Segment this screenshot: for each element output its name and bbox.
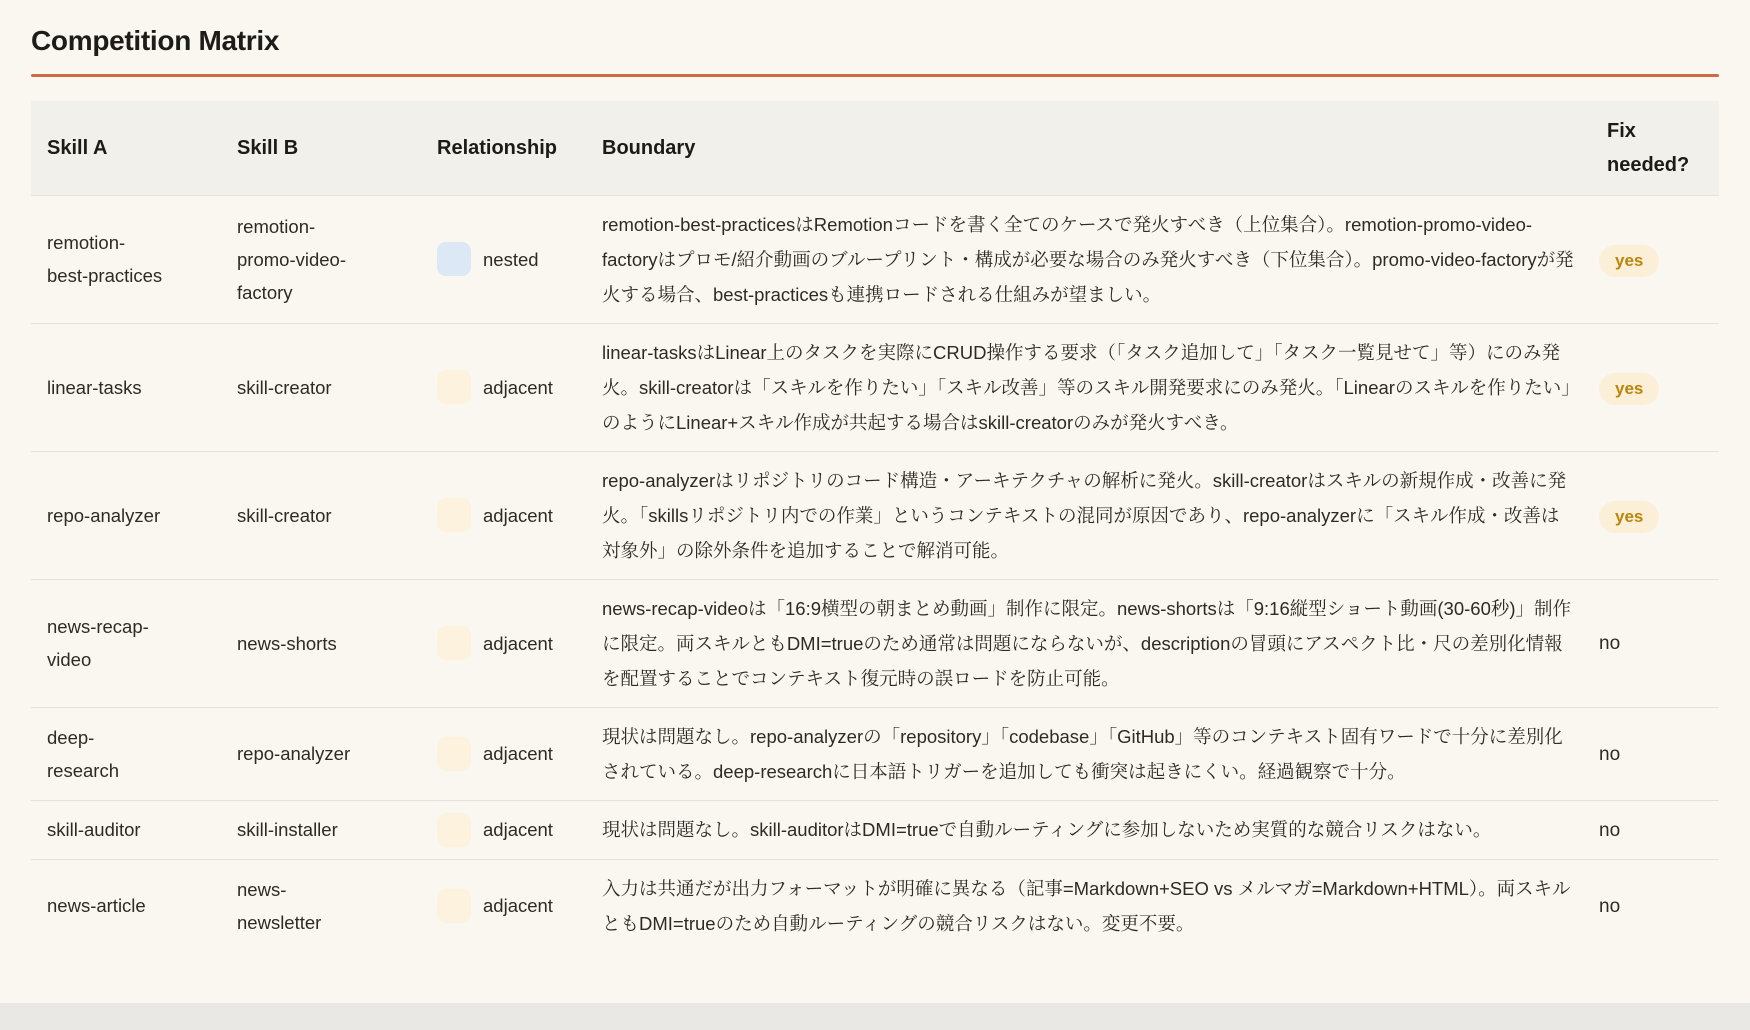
relationship-chip (437, 626, 471, 660)
relationship-cell (421, 859, 586, 952)
boundary-text: linear-tasksはLinear上のタスクを実際にCRUD操作する要求（「タスク追加して」「タスク一覧見せて」等）にのみ発火。skill-creatorは「スキルを作りたい」「スキル改善」等のスキル開発要求にのみ発火。「Linearのスキルを作りたい」のようにLinear+スキル作成が共起する場合はskill-creatorのみが発火すべき。 (602, 341, 1571, 433)
table-row (31, 579, 1719, 707)
skill-b-name: skill-creator (237, 504, 332, 526)
skill-a-name: remotion-best-practices (47, 232, 163, 286)
fix-needed-cell (1591, 579, 1719, 707)
fix-needed-value: no (1599, 819, 1621, 841)
fix-needed-cell (1591, 451, 1719, 579)
relationship-chip (437, 737, 471, 771)
boundary-cell (586, 800, 1591, 859)
table-row (31, 195, 1719, 323)
relationship-cell (421, 800, 586, 859)
boundary-cell (586, 195, 1591, 323)
fix-needed-value: yes (1599, 373, 1659, 405)
header-skill-b: Skill B (221, 101, 421, 195)
header-skill-a: Skill A (31, 101, 221, 195)
relationship-chip (437, 889, 471, 923)
skill-b-cell (221, 451, 421, 579)
relationship-cell (421, 579, 586, 707)
table-row (31, 859, 1719, 952)
relationship-cell (421, 451, 586, 579)
fix-needed-cell (1591, 859, 1719, 952)
skill-b-name: news-newsletter (237, 878, 322, 933)
page-title: Competition Matrix (31, 25, 280, 56)
boundary-text: remotion-best-practicesはRemotionコードを書く全てのケースで発火すべき（上位集合）。remotion-promo-video-factoryはプロモ/紹介動画のブループリント・構成が必要な場合のみ発火すべき（下位集合）。promo-video-factoryが発火する場合、best-practicesも連携ロードされる仕組みが望ましい。 (602, 213, 1574, 305)
relationship-label: nested (483, 248, 539, 270)
matrix-table-body (31, 195, 1719, 952)
skill-a-name: news-article (47, 895, 146, 916)
fix-needed-value: yes (1599, 501, 1659, 533)
skill-b-cell (221, 707, 421, 800)
skill-a-cell (31, 195, 221, 323)
skill-b-cell (221, 579, 421, 707)
competition-matrix-table (31, 101, 1719, 952)
skill-a-name: skill-auditor (47, 819, 141, 840)
skill-a-cell (31, 859, 221, 952)
header-row (31, 101, 1719, 195)
boundary-cell (586, 859, 1591, 952)
table-header (31, 101, 1719, 195)
relationship-chip (437, 813, 471, 847)
relationship-chip (437, 498, 471, 532)
skill-b-name: skill-installer (237, 819, 338, 840)
table-row (31, 323, 1719, 451)
table-row (31, 451, 1719, 579)
fix-needed-value: no (1599, 743, 1621, 765)
skill-b-name: remotion-promo-video-factory (237, 215, 346, 303)
skill-a-cell (31, 451, 221, 579)
fix-needed-cell (1591, 195, 1719, 323)
skill-a-cell (31, 579, 221, 707)
fix-needed-cell (1591, 707, 1719, 800)
skill-a-cell (31, 707, 221, 800)
fix-needed-cell (1591, 323, 1719, 451)
skill-a-name: linear-tasks (47, 376, 142, 398)
header-fix-needed: Fix needed? (1591, 101, 1719, 195)
title-rule (31, 74, 1719, 77)
fix-needed-value: yes (1599, 245, 1659, 277)
skill-b-cell (221, 195, 421, 323)
boundary-text: news-recap-videoは「16:9横型の朝まとめ動画」制作に限定。news-shortsは「9:16縦型ショート動画(30-60秒)」制作に限定。両スキルともDMI=trueのため通常は問題にならないが、descriptionの冒頭にアスペクト比・尺の差別化情報を配置することでコンテキスト復元時の誤ロードを防止可能。 (602, 597, 1572, 689)
relationship-label: adjacent (483, 819, 553, 840)
relationship-chip (437, 242, 471, 276)
skill-b-cell (221, 859, 421, 952)
fix-needed-value: no (1599, 633, 1621, 654)
bottom-section-edge (0, 1003, 1750, 1030)
skill-b-cell (221, 800, 421, 859)
boundary-text: repo-analyzerはリポジトリのコード構造・アーキテクチャの解析に発火。skill-creatorはスキルの新規作成・改善に発火。「skillsリポジトリ内での作業」というコンテキストの混同が原因であり、repo-analyzerに「スキル作成・改善は対象外」の除外条件を追加することで解消可能。 (602, 469, 1567, 561)
boundary-cell (586, 451, 1591, 579)
boundary-cell (586, 707, 1591, 800)
skill-a-name: repo-analyzer (47, 504, 161, 526)
skill-b-name: repo-analyzer (237, 743, 351, 764)
skill-a-name: news-recap-video (47, 616, 149, 670)
relationship-cell (421, 707, 586, 800)
boundary-text: 入力は共通だが出力フォーマットが明確に異なる（記事=Markdown+SEO vs メルマガ=Markdown+HTML）。両スキルともDMI=trueのため自動ルーティングの競合リスクはない。変更不要。 (602, 877, 1571, 934)
relationship-chip (437, 370, 471, 404)
table-row (31, 707, 1719, 800)
header-relationship: Relationship (421, 101, 586, 195)
relationship-label: adjacent (483, 743, 553, 764)
boundary-text: 現状は問題なし。skill-auditorはDMI=trueで自動ルーティングに参加しないため実質的な競合リスクはない。 (602, 819, 1492, 840)
boundary-cell (586, 323, 1591, 451)
skill-a-cell (31, 323, 221, 451)
skill-b-name: skill-creator (237, 376, 332, 398)
relationship-cell (421, 323, 586, 451)
relationship-label: adjacent (483, 504, 553, 526)
table-row (31, 800, 1719, 859)
skill-a-name: deep-research (47, 726, 119, 781)
relationship-label: adjacent (483, 376, 553, 398)
header-boundary: Boundary (586, 101, 1591, 195)
fix-needed-value: no (1599, 895, 1621, 917)
fix-needed-cell (1591, 800, 1719, 859)
skill-b-cell (221, 323, 421, 451)
skill-a-cell (31, 800, 221, 859)
skill-b-name: news-shorts (237, 632, 337, 654)
relationship-label: adjacent (483, 895, 553, 916)
relationship-cell (421, 195, 586, 323)
relationship-label: adjacent (483, 632, 553, 654)
boundary-cell (586, 579, 1591, 707)
boundary-text: 現状は問題なし。repo-analyzerの「repository」「codebase」「GitHub」等のコンテキスト固有ワードで十分に差別化されている。deep-researchに日本語トリガーを追加しても衝突は起きにくい。経過観察で十分。 (602, 725, 1563, 782)
